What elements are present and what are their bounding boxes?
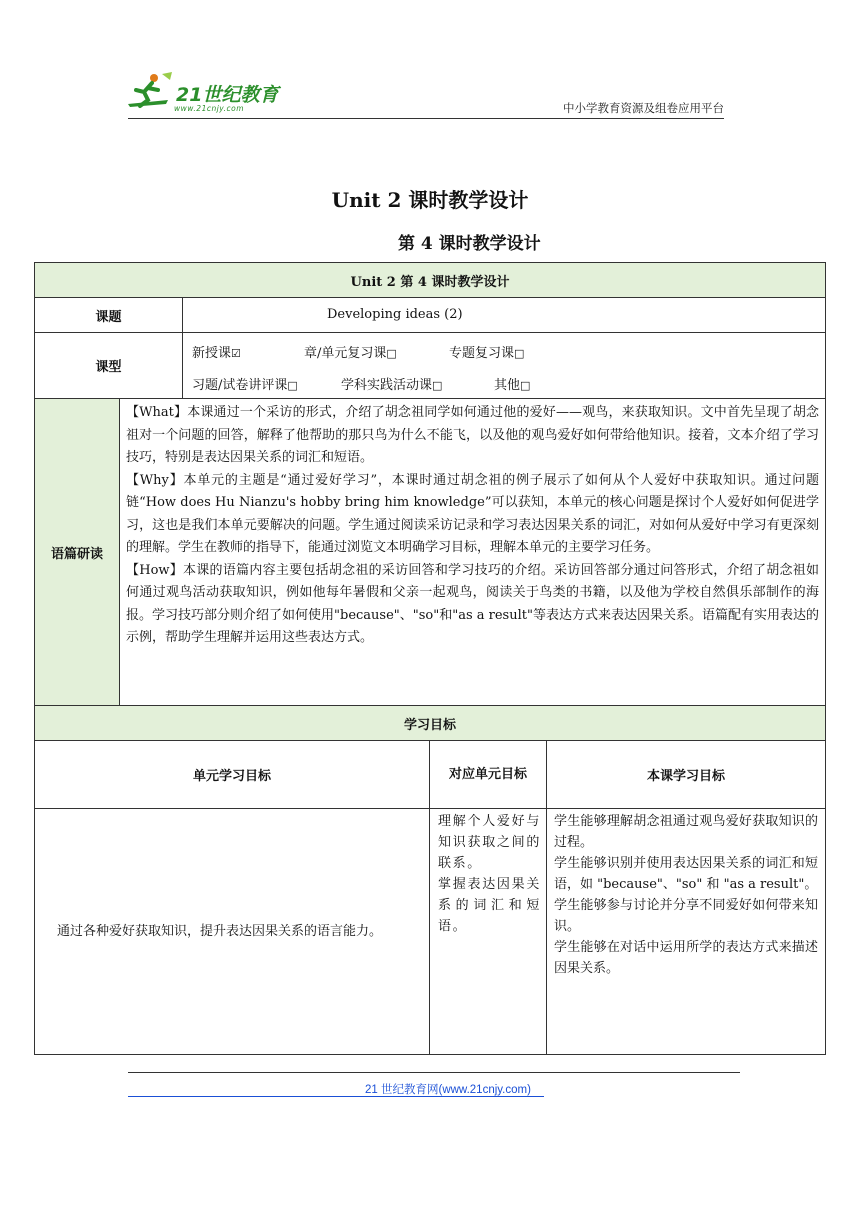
type-option-topic-review[interactable]: 专题复习课□ (449, 346, 525, 361)
type-option-unit-review[interactable]: 章/单元复习课□ (304, 346, 397, 361)
corresponding-line: 理解个人爱好与知识获取之间的联系。 (438, 814, 541, 871)
document-subtitle: 第 4 课时教学设计 (398, 234, 541, 254)
checkbox-icon: □ (514, 347, 525, 360)
type-option-other[interactable]: 其他□ (494, 378, 531, 393)
topic-value-cell (183, 298, 826, 333)
unit-goal-text: 通过各种爱好获取知识，提升表达因果关系的语言能力。 (57, 923, 383, 939)
reading-what: 【What】本课通过一个采访的形式，介绍了胡念祖同学如何通过他的爱好——观鸟，来获取知识。文中首先呈现了胡念祖对一个问题的回答，解释了他帮助的那只鸟为什么不能飞，以及他的观鸟爱好如何带给他知识。接着，文本介绍了学习技巧，特别是表达因果关系的词汇和短语。 (126, 405, 819, 465)
type-option-new[interactable]: 新授课☑ (192, 346, 241, 361)
type-option-exercise-review[interactable]: 习题/试卷讲评课□ (192, 378, 298, 393)
topic-label: 课题 (35, 298, 183, 333)
type-options-cell (183, 333, 826, 399)
header-divider (128, 118, 724, 119)
reading-label: 语篇研读 (35, 399, 120, 706)
goals-header: 学习目标 (35, 706, 826, 741)
logo-url: www.21cnjy.com (174, 104, 245, 113)
checkbox-icon: □ (432, 379, 443, 392)
table-header: Unit 2 第 4 课时教学设计 (35, 263, 826, 298)
col-corresponding: 对应单元目标 (430, 741, 547, 809)
reading-content (120, 399, 826, 706)
lesson-goal-line: 学生能够识别并使用表达因果关系的词汇和短语，如 "because"、"so" 和 "as a result"。 (554, 856, 818, 892)
checked-box-icon: ☑ (231, 347, 241, 360)
lesson-goal-line: 学生能够在对话中运用所学的表达方式来描述因果关系。 (554, 940, 818, 976)
corresponding-line: 掌握表达因果关系的词汇和短语。 (438, 877, 541, 934)
type-option-practice[interactable]: 学科实践活动课□ (341, 378, 443, 393)
lesson-goal-line: 学生能够理解胡念祖通过观鸟爱好获取知识的过程。 (554, 814, 818, 850)
checkbox-icon: □ (287, 379, 298, 392)
footer-link[interactable]: 21 世纪教育网(www.21cnjy.com) (365, 1084, 531, 1096)
type-label: 课型 (35, 333, 183, 399)
col-lesson-goal: 本课学习目标 (547, 741, 826, 809)
unit-goal-cell (35, 809, 430, 1055)
corresponding-cell (430, 809, 547, 1055)
logo-text: 21世纪教育 (176, 84, 279, 106)
lesson-goal-line: 学生能够参与讨论并分享不同爱好如何带来知识。 (554, 898, 818, 934)
topic-value: Developing ideas (2) (327, 307, 463, 322)
platform-tagline: 中小学教育资源及组卷应用平台 (563, 101, 724, 115)
document-title: Unit 2 课时教学设计 (331, 188, 529, 212)
site-logo (124, 70, 294, 116)
reading-why: 【Why】本单元的主题是“通过爱好学习”，本课时通过胡念祖的例子展示了如何从个人爱好中获取知识。通过问题链“How does Hu Nianzu's hobby bring him knowledge”可以获知，本单元的核心问题是探讨个人爱好如何促进学习，这也是我们本单元要解决的问题。学生通过阅读采访记录和学习表达因果关系的词汇，对如何从爱好中学习有更深刻的理解。学生在教师的指导下，能通过浏览文本明确学习目标，理解本单元的主要学习任务。 (126, 472, 819, 555)
checkbox-icon: □ (386, 347, 397, 360)
lesson-goal-cell (547, 809, 826, 1055)
col-unit-goal: 单元学习目标 (35, 741, 430, 809)
reading-how: 【How】本课的语篇内容主要包括胡念祖的采访回答和学习技巧的介绍。采访回答部分通过问答形式，介绍了胡念祖如何通过观鸟活动获取知识，例如他每年暑假和父亲一起观鸟，阅读关于鸟类的书籍，以及他为学校自然俱乐部制作的海报。学习技巧部分则介绍了如何使用"because"、"so"和"as a result"等表达方式来表达因果关系。语篇配有实用表达的示例，帮助学生理解并运用这些表达方式。 (126, 562, 819, 645)
runner-logo-icon (124, 70, 174, 116)
lesson-plan-table (34, 262, 826, 1055)
footer-divider (128, 1072, 740, 1073)
checkbox-icon: □ (520, 379, 531, 392)
